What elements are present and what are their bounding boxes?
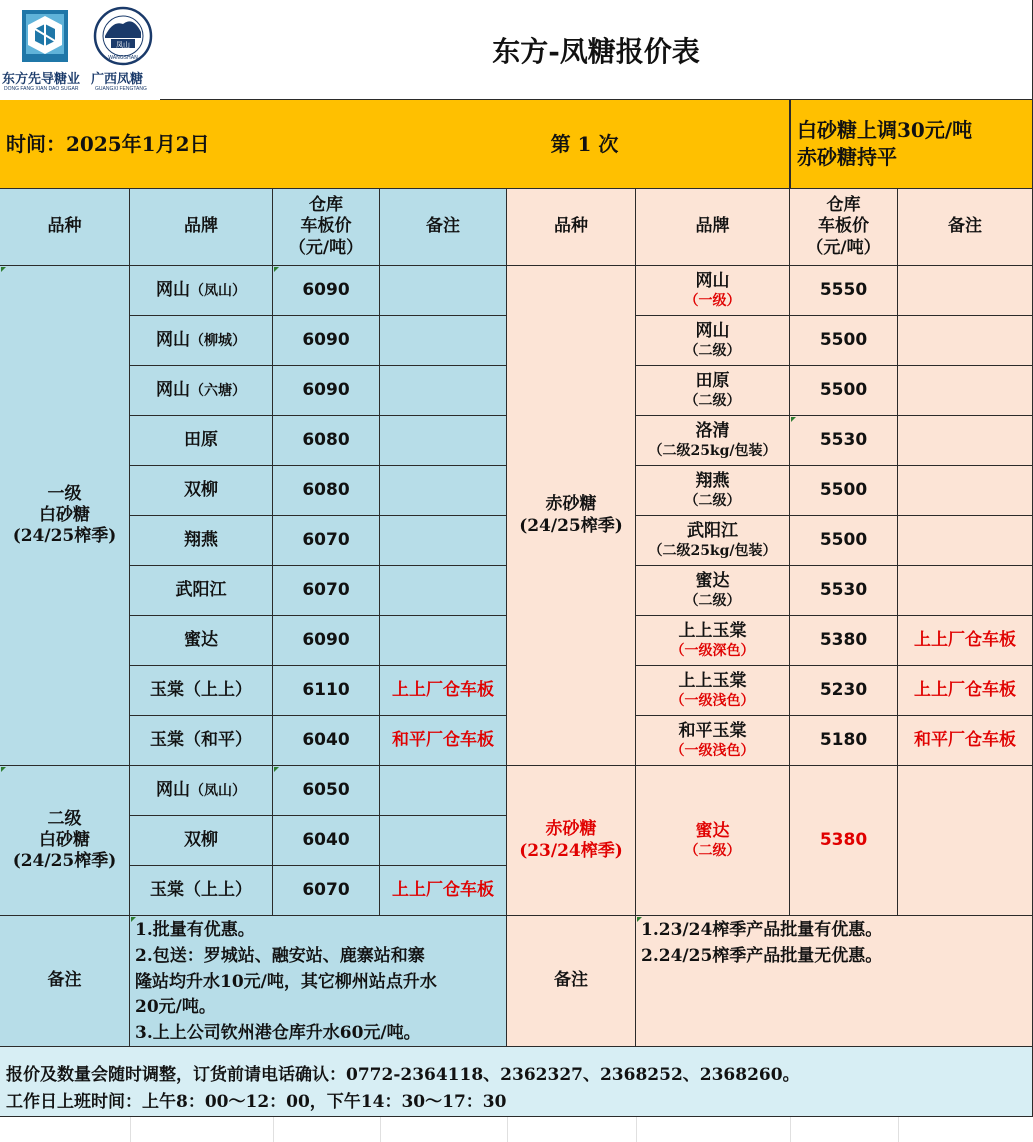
brown-price-value: 5180 bbox=[819, 729, 868, 750]
white-remark-cell bbox=[380, 616, 507, 666]
remarks-label-text: 备注 bbox=[47, 970, 82, 991]
brown-price-cell bbox=[790, 666, 898, 716]
page-title: 东方-凤糖报价表 bbox=[160, 0, 1033, 100]
cell-marker bbox=[274, 267, 279, 272]
blank-gridline bbox=[636, 1117, 637, 1142]
white-remark-line: 3.上上公司钦州港仓库升水60元/吨。 bbox=[135, 1023, 421, 1044]
header-price-line3: （元/吨） bbox=[806, 237, 881, 258]
blank-gridline bbox=[790, 1117, 791, 1142]
white-brand-cell bbox=[130, 316, 273, 366]
white-remark-line: 隆站均升水10元/吨，其它柳州站点升水 bbox=[135, 971, 437, 992]
white-price-value: 6050 bbox=[302, 779, 350, 800]
white-price-value: 6090 bbox=[302, 379, 350, 400]
price-change-note bbox=[790, 100, 1033, 189]
white-brand-name: 网山（六塘） bbox=[156, 379, 246, 400]
white-brand-name: 网山（凤山） bbox=[156, 779, 246, 800]
brown-price-value: 5530 bbox=[819, 429, 868, 450]
brown-remark-text: 上上厂仓车板 bbox=[914, 679, 1016, 700]
blank-gridline bbox=[898, 1117, 899, 1142]
white-brand-name: 武阳江 bbox=[175, 579, 227, 600]
white-remark-cell bbox=[380, 666, 507, 716]
white-price-value: 6090 bbox=[302, 279, 350, 300]
brown-brand-cell bbox=[636, 516, 790, 566]
white-remark-cell bbox=[380, 366, 507, 416]
brown-brand-cell bbox=[636, 466, 790, 516]
white-remark-cell bbox=[380, 466, 507, 516]
white-grade1-variety-line: (24/25榨季) bbox=[12, 526, 117, 547]
brown-brand-grade: （二级25kg/包装） bbox=[648, 442, 777, 459]
brown-brand-grade: （二级） bbox=[684, 392, 741, 409]
brown-season2-variety-line: 赤砂糖 bbox=[545, 819, 597, 840]
white-brand-name: 玉棠（和平） bbox=[150, 729, 252, 750]
brown-price-value: 5530 bbox=[819, 579, 868, 600]
white-brand-name: 翔燕 bbox=[184, 529, 218, 550]
brown-remark-cell bbox=[898, 666, 1033, 716]
white-price-cell bbox=[273, 416, 380, 466]
brown-brand-grade: （一级） bbox=[684, 292, 741, 309]
brown-brand-grade: （一级浅色） bbox=[670, 742, 755, 759]
dongfang-logo-icon bbox=[22, 10, 68, 62]
white-remark-cell bbox=[380, 566, 507, 616]
quote-round-text: 第 1 次 bbox=[550, 131, 619, 156]
blank-gridline bbox=[380, 1117, 381, 1142]
brown-brand-cell bbox=[636, 716, 790, 766]
white-price-cell bbox=[273, 616, 380, 666]
brown-price-cell bbox=[790, 566, 898, 616]
brown-remarks bbox=[636, 916, 1033, 1047]
fengtang-seal-icon bbox=[93, 6, 153, 66]
white-brand-origin: （凤山） bbox=[190, 282, 246, 299]
white-remark-text: 上上厂仓车板 bbox=[392, 879, 494, 900]
seal-text: 凤山 bbox=[116, 41, 130, 49]
white-remark-line: 20元/吨。 bbox=[135, 997, 216, 1018]
fengtang-pinyin: GUANGXI FENGTANG bbox=[95, 86, 147, 92]
white-brand-origin: （六塘） bbox=[190, 382, 246, 399]
white-brand-cell bbox=[130, 766, 273, 816]
brown-brand-cell bbox=[636, 366, 790, 416]
white-remark-cell bbox=[380, 716, 507, 766]
brown-price-cell bbox=[790, 366, 898, 416]
white-remark-text: 和平厂仓车板 bbox=[392, 729, 494, 750]
white-header-brand bbox=[130, 189, 273, 266]
white-price-cell bbox=[273, 266, 380, 316]
header-price-line2: 车板价 bbox=[818, 216, 869, 237]
header-remark-label: 备注 bbox=[948, 216, 982, 237]
white-price-value: 6040 bbox=[302, 729, 350, 750]
quote-date-text: 时间：2025年1月2日 bbox=[6, 131, 210, 156]
white-brand-name: 蜜达 bbox=[184, 629, 218, 650]
brown-remark-line: 2.24/25榨季产品批量无优惠。 bbox=[641, 945, 883, 966]
white-brand-name: 玉棠（上上） bbox=[150, 679, 252, 700]
white-remark-cell bbox=[380, 866, 507, 916]
brown-brand-grade: （一级深色） bbox=[670, 642, 755, 659]
brown-brand-grade: （二级） bbox=[684, 592, 741, 609]
logo-area bbox=[0, 0, 160, 100]
brown-season1-variety-line: (24/25榨季) bbox=[519, 515, 623, 536]
white-grade1-variety-line: 一级 bbox=[47, 483, 82, 504]
white-price-cell bbox=[273, 816, 380, 866]
white-grade1-variety bbox=[0, 266, 130, 766]
brown-price-value: 5500 bbox=[819, 379, 868, 400]
cell-marker bbox=[637, 917, 642, 922]
brown-season1-variety bbox=[507, 266, 636, 766]
brown-brand-cell bbox=[636, 766, 790, 916]
brown-brand-name: 洛清 bbox=[695, 421, 730, 442]
brown-price-value: 5500 bbox=[819, 329, 868, 350]
brown-price-cell bbox=[790, 316, 898, 366]
white-header-price bbox=[273, 189, 380, 266]
white-brand-cell bbox=[130, 516, 273, 566]
white-price-cell bbox=[273, 466, 380, 516]
blank-gridline bbox=[507, 1117, 508, 1142]
brown-brand-grade: （二级25kg/包装） bbox=[648, 542, 777, 559]
white-brand-cell bbox=[130, 816, 273, 866]
white-remark-cell bbox=[380, 766, 507, 816]
quote-round bbox=[380, 100, 790, 189]
brown-header-remark bbox=[898, 189, 1033, 266]
brown-price-cell bbox=[790, 516, 898, 566]
white-remarks-label bbox=[0, 916, 130, 1047]
white-price-value: 6080 bbox=[302, 479, 350, 500]
brown-brand-name: 上上玉棠 bbox=[678, 621, 747, 642]
brown-brand-grade: （二级） bbox=[684, 342, 741, 359]
white-brand-name: 网山（柳城） bbox=[156, 329, 246, 350]
cell-marker bbox=[1, 267, 6, 272]
white-brand-origin: （柳城） bbox=[190, 332, 246, 349]
brown-remark-cell bbox=[898, 766, 1033, 916]
white-price-cell bbox=[273, 366, 380, 416]
seal-ring-text: WANGSHAN bbox=[108, 55, 138, 61]
brown-remark-cell bbox=[898, 416, 1033, 466]
white-brand-name: 田原 bbox=[184, 429, 218, 450]
header-remark-label: 备注 bbox=[426, 216, 460, 237]
white-price-value: 6090 bbox=[302, 329, 350, 350]
brown-header-brand bbox=[636, 189, 790, 266]
brown-season2-variety-line: (23/24榨季) bbox=[519, 840, 623, 861]
white-brand-name: 双柳 bbox=[184, 479, 218, 500]
white-price-cell bbox=[273, 666, 380, 716]
dongfang-name: 东方先导糖业 bbox=[2, 71, 81, 86]
white-brand-cell bbox=[130, 416, 273, 466]
white-grade2-variety-line: 二级 bbox=[47, 808, 82, 829]
header-brand-label: 品牌 bbox=[184, 216, 218, 237]
white-grade1-variety-line: 白砂糖 bbox=[39, 504, 90, 525]
white-remark-line: 2.包送：罗城站、融安站、鹿寨站和寨 bbox=[135, 945, 425, 966]
cell-marker bbox=[791, 417, 796, 422]
brown-remark-cell bbox=[898, 466, 1033, 516]
brown-remark-cell bbox=[898, 616, 1033, 666]
white-grade2-variety-line: 白砂糖 bbox=[39, 829, 90, 850]
header-variety-label: 品种 bbox=[47, 216, 82, 237]
footer-contact: 报价及数量会随时调整，订货前请电话确认：0772-2364118、2362327、2368252、2368260。 bbox=[6, 1065, 800, 1085]
white-price-cell bbox=[273, 866, 380, 916]
white-remark-cell bbox=[380, 416, 507, 466]
dongfang-pinyin: DONG FANG XIAN DAO SUGAR bbox=[4, 86, 79, 92]
cell-marker bbox=[274, 767, 279, 772]
brown-price-value: 5550 bbox=[819, 279, 868, 300]
brown-brand-name: 武阳江 bbox=[687, 521, 738, 542]
white-price-value: 6070 bbox=[302, 529, 350, 550]
header-price-line3: （元/吨） bbox=[288, 237, 364, 258]
brown-remark-cell bbox=[898, 566, 1033, 616]
brown-price-value: 5230 bbox=[819, 679, 868, 700]
white-remark-cell bbox=[380, 316, 507, 366]
brown-remark-text: 和平厂仓车板 bbox=[914, 729, 1016, 750]
brown-remark-cell bbox=[898, 366, 1033, 416]
brown-season2-variety bbox=[507, 766, 636, 916]
brown-remarks-label bbox=[507, 916, 636, 1047]
brown-price-value: 5380 bbox=[819, 629, 868, 650]
header-variety-label: 品种 bbox=[554, 216, 588, 237]
white-header-variety bbox=[0, 189, 130, 266]
white-remark-cell bbox=[380, 266, 507, 316]
brown-remark-text: 上上厂仓车板 bbox=[914, 629, 1016, 650]
header-price-line1: 仓库 bbox=[309, 195, 343, 216]
white-price-value: 6110 bbox=[302, 679, 350, 700]
price-change-white: 白砂糖上调30元/吨 bbox=[797, 118, 973, 142]
blank-footer-row bbox=[0, 1117, 1033, 1142]
brown-header-price bbox=[790, 189, 898, 266]
brown-brand-name: 网山 bbox=[695, 271, 730, 292]
white-remark-text: 上上厂仓车板 bbox=[392, 679, 494, 700]
cell-marker bbox=[131, 917, 136, 922]
header-price-line2: 车板价 bbox=[300, 216, 352, 237]
white-price-cell bbox=[273, 316, 380, 366]
cell-marker bbox=[1, 767, 6, 772]
brown-brand-name: 翔燕 bbox=[695, 471, 730, 492]
blank-gridline bbox=[130, 1117, 131, 1142]
brown-brand-cell bbox=[636, 416, 790, 466]
brown-price-cell bbox=[790, 466, 898, 516]
white-price-cell bbox=[273, 766, 380, 816]
brown-price-cell bbox=[790, 416, 898, 466]
brown-brand-cell bbox=[636, 266, 790, 316]
white-brand-cell bbox=[130, 366, 273, 416]
white-brand-cell bbox=[130, 866, 273, 916]
footer-hours: 工作日上班时间：上午8：00～12：00，下午14：30～17：30 bbox=[6, 1092, 507, 1112]
brown-brand-grade: （二级） bbox=[684, 492, 741, 509]
brown-brand-cell bbox=[636, 316, 790, 366]
white-price-value: 6070 bbox=[302, 579, 350, 600]
white-remarks bbox=[130, 916, 507, 1047]
brown-brand-name: 蜜达 bbox=[695, 571, 730, 592]
blank-gridline bbox=[273, 1117, 274, 1142]
brown-price-cell bbox=[790, 716, 898, 766]
header-brand-label: 品牌 bbox=[695, 216, 730, 237]
brown-brand-grade: （二级） bbox=[684, 842, 741, 859]
fengtang-name: 广西凤糖 bbox=[91, 71, 144, 86]
brown-price-value: 5500 bbox=[819, 529, 868, 550]
white-remark-line: 1.批量有优惠。 bbox=[135, 920, 255, 940]
white-brand-cell bbox=[130, 666, 273, 716]
white-brand-origin: （凤山） bbox=[190, 782, 246, 799]
brown-price-cell bbox=[790, 766, 898, 916]
brown-remark-cell bbox=[898, 266, 1033, 316]
white-brand-name: 双柳 bbox=[184, 829, 218, 850]
white-price-value: 6080 bbox=[302, 429, 350, 450]
brown-brand-cell bbox=[636, 616, 790, 666]
brown-remark-line: 1.23/24榨季产品批量有优惠。 bbox=[641, 920, 883, 940]
brown-brand-name: 蜜达 bbox=[695, 821, 730, 842]
brown-price-value: 5500 bbox=[819, 479, 868, 500]
white-brand-cell bbox=[130, 716, 273, 766]
brown-brand-name: 网山 bbox=[695, 321, 730, 342]
brown-brand-name: 上上玉棠 bbox=[678, 671, 747, 692]
brown-season1-variety-line: 赤砂糖 bbox=[545, 494, 597, 515]
white-brand-cell bbox=[130, 266, 273, 316]
white-brand-cell bbox=[130, 566, 273, 616]
white-price-cell bbox=[273, 516, 380, 566]
white-brand-name: 玉棠（上上） bbox=[150, 879, 252, 900]
remarks-label-text: 备注 bbox=[554, 970, 588, 991]
brown-price-cell bbox=[790, 616, 898, 666]
white-grade2-variety-line: (24/25榨季) bbox=[12, 851, 117, 872]
white-price-value: 6070 bbox=[302, 879, 350, 900]
white-remark-cell bbox=[380, 516, 507, 566]
white-price-value: 6040 bbox=[302, 829, 350, 850]
brown-brand-cell bbox=[636, 666, 790, 716]
white-remark-cell bbox=[380, 816, 507, 866]
white-price-cell bbox=[273, 566, 380, 616]
brown-remark-cell bbox=[898, 316, 1033, 366]
brown-header-variety bbox=[507, 189, 636, 266]
white-price-value: 6090 bbox=[302, 629, 350, 650]
white-brand-name: 网山（凤山） bbox=[156, 279, 246, 300]
footer bbox=[0, 1047, 1033, 1117]
brown-remark-cell bbox=[898, 516, 1033, 566]
white-brand-cell bbox=[130, 466, 273, 516]
white-price-cell bbox=[273, 716, 380, 766]
brown-brand-name: 田原 bbox=[695, 371, 730, 392]
brown-price-cell bbox=[790, 266, 898, 316]
brown-brand-grade: （一级浅色） bbox=[670, 692, 755, 709]
brown-brand-cell bbox=[636, 566, 790, 616]
brown-brand-name: 和平玉棠 bbox=[678, 721, 747, 742]
white-header-remark bbox=[380, 189, 507, 266]
white-grade2-variety bbox=[0, 766, 130, 916]
white-brand-cell bbox=[130, 616, 273, 666]
brown-remark-cell bbox=[898, 716, 1033, 766]
brown-price-value: 5380 bbox=[819, 829, 868, 850]
header-price-line1: 仓库 bbox=[826, 195, 861, 216]
price-change-brown: 赤砂糖持平 bbox=[797, 145, 897, 169]
